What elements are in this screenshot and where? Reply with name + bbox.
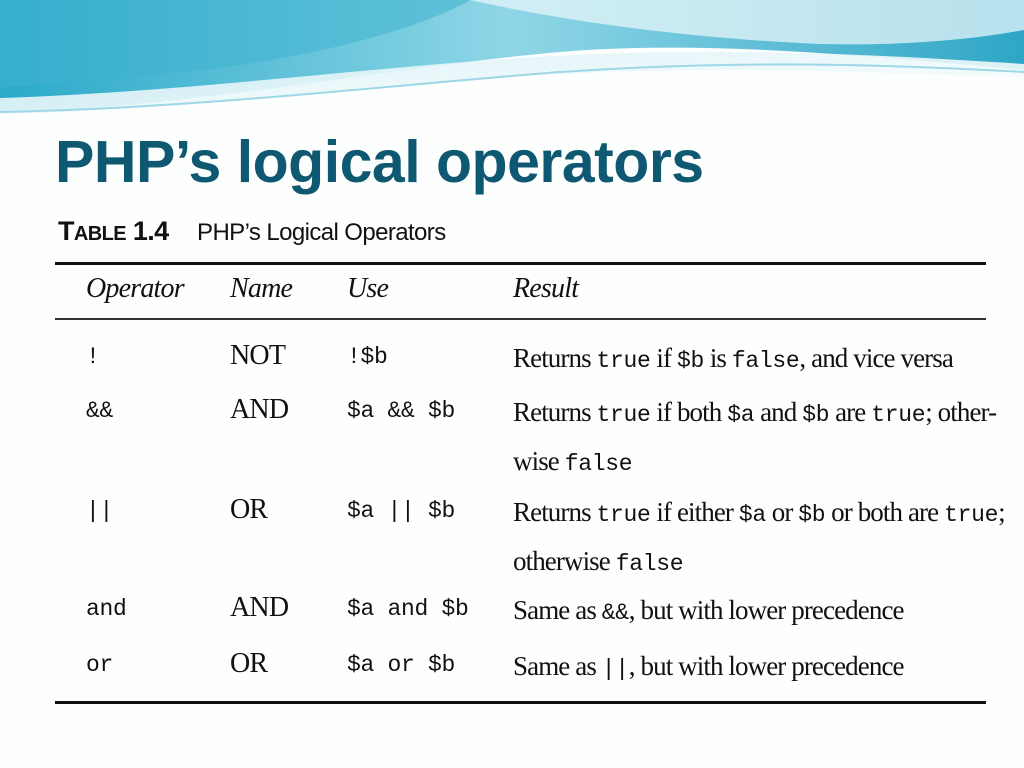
use-cell: $a && $b [347, 398, 456, 424]
result-cell: Returns true if both $a and $b are true; other- wise false [513, 397, 997, 477]
use-cell: $a and $b [347, 596, 469, 622]
header-wave-decoration [0, 0, 1024, 130]
result-cell: Returns true if $b is false, and vice versa [513, 343, 953, 374]
slide-title: PHP’s logical operators [55, 129, 704, 195]
table-caption-label: TABLE 1.4 [58, 216, 169, 246]
operator-cell: and [86, 596, 127, 622]
name-cell: OR [230, 494, 268, 525]
name-cell: OR [230, 648, 268, 679]
result-cell: Returns true if either $a or $b or both are true; otherwise false [513, 497, 1005, 577]
name-cell: NOT [230, 340, 286, 371]
table-bottom-rule [55, 701, 986, 704]
use-cell: $a || $b [347, 498, 456, 524]
operator-cell: || [86, 498, 114, 524]
column-header-use: Use [347, 273, 389, 304]
table-caption-title: PHP’s Logical Operators [197, 219, 446, 246]
name-cell: AND [230, 394, 289, 425]
operator-cell: or [86, 652, 114, 678]
table-top-rule [55, 262, 986, 265]
result-cell: Same as ||, but with lower precedence [513, 651, 904, 682]
table-caption [58, 216, 446, 247]
column-header-name: Name [230, 273, 293, 304]
name-cell: AND [230, 592, 289, 623]
use-cell: $a or $b [347, 652, 456, 678]
column-header-operator: Operator [86, 273, 184, 304]
operator-cell: ! [86, 344, 100, 370]
table-header-rule [55, 318, 986, 320]
operator-cell: && [86, 398, 114, 424]
result-cell: Same as &&, but with lower precedence [513, 595, 904, 626]
use-cell: !$b [347, 344, 388, 370]
column-header-result: Result [513, 273, 579, 304]
